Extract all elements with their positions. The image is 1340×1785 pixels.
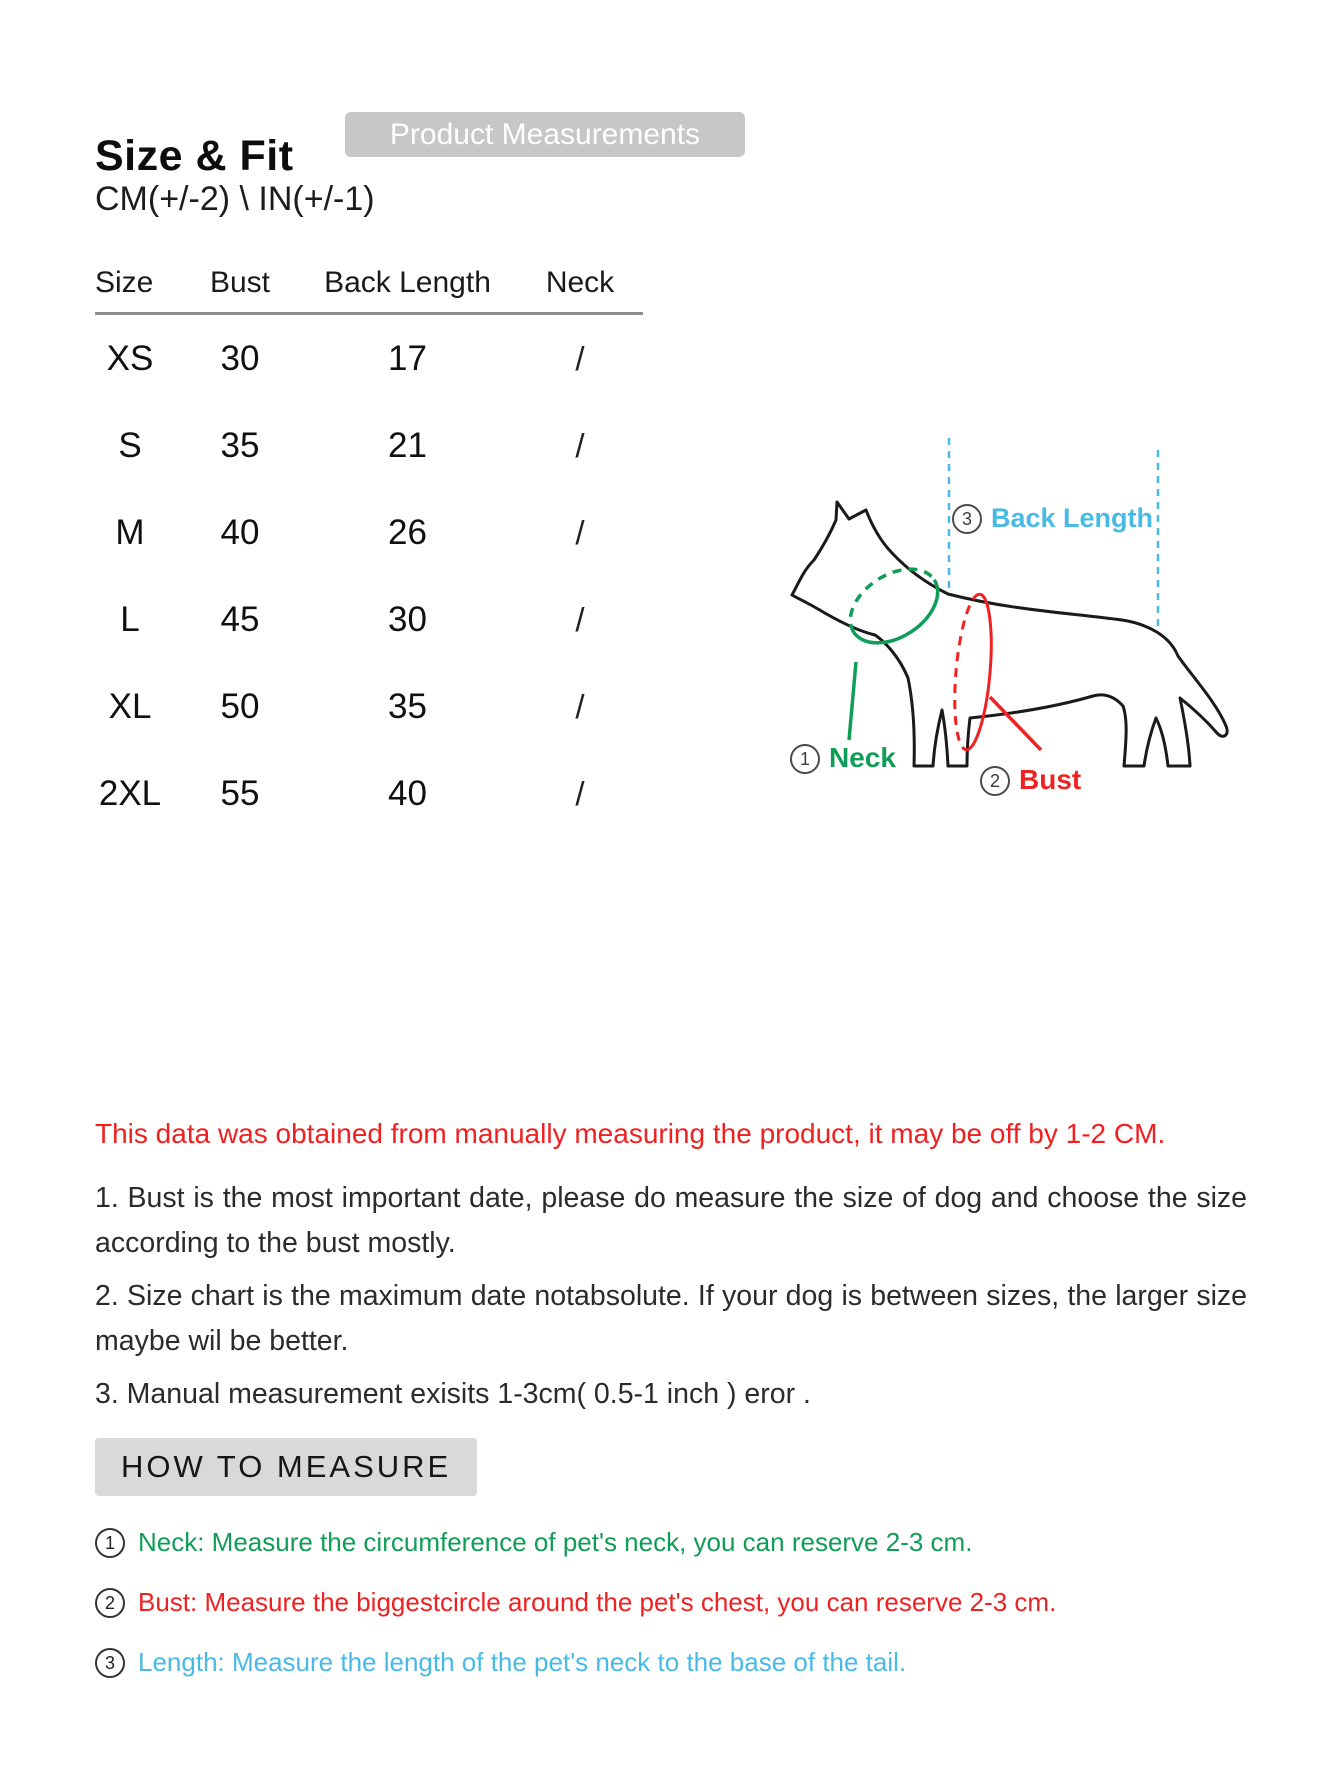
dog-measurement-diagram [680,410,1300,810]
size-table-header [95,266,660,300]
table-cell-size: 2XL [98,773,162,813]
table-cell-size: XL [108,686,152,726]
table-row [95,315,660,402]
measure-step-length [95,1647,1056,1678]
table-cell-size: M [115,512,145,552]
product-measurements-badge: Product Measurements [345,112,745,157]
table-cell-back_length: 17 [388,338,427,378]
table-cell-back_length: 40 [388,773,427,813]
table-cell-bust: 55 [220,773,260,813]
table-cell-neck: / [575,774,585,812]
column-header-size: Size [95,266,154,299]
note-item: 1. Bust is the most important date, please do measure the size of dog and choose the size according to the bust mostly. [95,1182,1247,1260]
table-cell-neck: / [575,687,585,725]
table-cell-bust: 30 [220,338,260,378]
circled-number-3-icon: 3 [952,504,982,534]
table-cell-bust: 45 [220,599,260,639]
table-row [95,576,660,663]
table-cell-bust: 35 [220,425,260,465]
table-cell-neck: / [575,426,585,464]
column-header-neck: Neck [545,266,615,299]
table-cell-back_length: 35 [388,686,427,726]
table-cell-back_length: 21 [388,425,427,465]
bust-measure-ellipse [949,593,996,751]
note-item: 2. Size chart is the maximum date notabsolute. If your dog is between sizes, the larger size maybe wil be better. [95,1280,1247,1358]
table-cell-size: L [120,599,140,639]
table-row [95,489,660,576]
measure-step-text: Bust: Measure the biggestcircle around the pet's chest, you can reserve 2-3 cm. [138,1587,1057,1617]
page-title: Size & Fit [95,131,294,180]
bust-pointer-line [990,697,1041,750]
table-row [95,750,660,837]
tolerance-note: CM(+/-2) \ IN(+/-1) [95,180,375,218]
table-cell-back_length: 26 [388,512,427,552]
table-cell-bust: 40 [220,512,260,552]
measurement-notes [95,1176,1247,1425]
bust-label: 2 Bust [980,764,1081,796]
measurement-warning: This data was obtained from manually measuring the product, it may be off by 1-2 CM. [95,1118,1166,1149]
circled-number-3-icon: 3 [95,1648,125,1678]
table-row [95,402,660,489]
neck-measure-ellipse [837,554,951,658]
dog-outline-drawing [680,410,1300,810]
table-cell-back_length: 30 [388,599,427,639]
circled-number-2-icon: 2 [980,766,1010,796]
how-to-measure-heading: HOW TO MEASURE [95,1438,477,1496]
measure-step-text: Neck: Measure the circumference of pet's neck, you can reserve 2-3 cm. [138,1527,973,1557]
column-header-bust: Bust [209,266,271,299]
circled-number-1-icon: 1 [790,744,820,774]
measure-step-neck [95,1527,1056,1558]
size-table [95,266,660,837]
measure-step-text: Length: Measure the length of the pet's neck to the base of the tail. [138,1647,907,1677]
table-cell-neck: / [575,513,585,551]
back-length-label: 3 Back Length [952,503,1153,534]
note-item: 3. Manual measurement exisits 1-3cm( 0.5-1 inch ) eror . [95,1378,811,1411]
size-table-body [95,315,660,837]
table-cell-size: S [118,425,142,465]
circled-number-2-icon: 2 [95,1588,125,1618]
column-header-back-length: Back Length [324,266,491,299]
measure-step-bust [95,1587,1056,1618]
table-row [95,663,660,750]
table-cell-neck: / [575,339,585,377]
neck-label: 1 Neck [790,742,896,774]
circled-number-1-icon: 1 [95,1528,125,1558]
table-cell-size: XS [106,338,154,378]
neck-pointer-line [849,662,856,740]
table-cell-bust: 50 [220,686,260,726]
table-cell-neck: / [575,600,585,638]
how-to-measure-steps [95,1527,1056,1678]
